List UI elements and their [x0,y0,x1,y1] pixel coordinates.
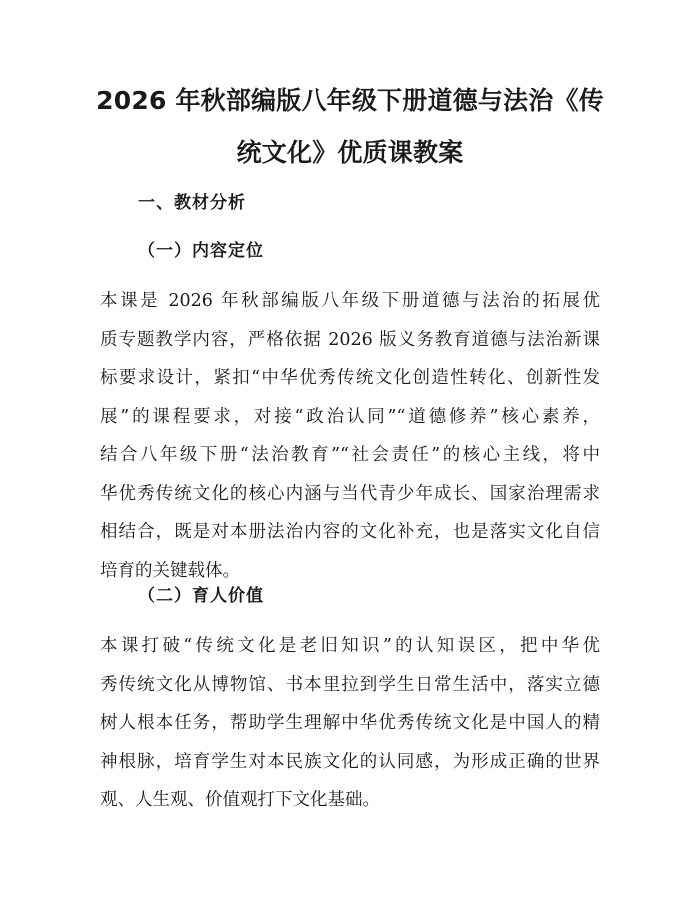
subsection-heading-content-positioning: （一）内容定位 [138,241,264,261]
paragraph-line: 华优秀传统文化的核心内涵与当代青少年成长、国家治理需求 [100,483,600,504]
paragraph-line: 培育的关键载体。 [100,560,240,581]
paragraph-content-positioning [100,282,600,590]
paragraph-line: 标要求设计，紧扣“中华优秀传统文化创造性转化、创新性发 [100,368,600,388]
paragraph-line: 质专题教学内容，严格依据 2026 版义务教育道德与法治新课 [100,329,600,350]
paragraph-line: 观、人生观、价值观打下文化基础。 [100,790,380,810]
subsection-heading-educational-value: （二）育人价值 [138,586,264,606]
paragraph-line: 本课打破“传统文化是老旧知识”的认知误区，把中华优 [100,636,600,656]
document-title-line-2: 统文化》优质课教案 [236,138,464,167]
paragraph-line: 相结合，既是对本册法治内容的文化补充，也是落实文化自信 [100,522,600,542]
section-heading-textbook-analysis: 一、教材分析 [138,193,246,213]
paragraph-line: 神根脉，培育学生对本民族文化的认同感，为形成正确的世界 [100,751,600,772]
paragraph-line: 树人根本任务，帮助学生理解中华优秀传统文化是中国人的精 [100,713,600,733]
paragraph-line: 本课是 2026 年秋部编版八年级下册道德与法治的拓展优 [100,291,600,311]
paragraph-line: 展”的课程要求，对接“政治认同”“道德修养”核心素养， [100,406,600,427]
paragraph-line: 秀传统文化从博物馆、书本里拉到学生日常生活中，落实立德 [100,674,600,695]
paragraph-line: 结合八年级下册“法治教育”“社会责任”的核心主线，将中 [100,445,600,465]
document-title-line-1: 2026 年秋部编版八年级下册道德与法治《传 [96,86,604,115]
paragraph-educational-value [100,627,600,820]
